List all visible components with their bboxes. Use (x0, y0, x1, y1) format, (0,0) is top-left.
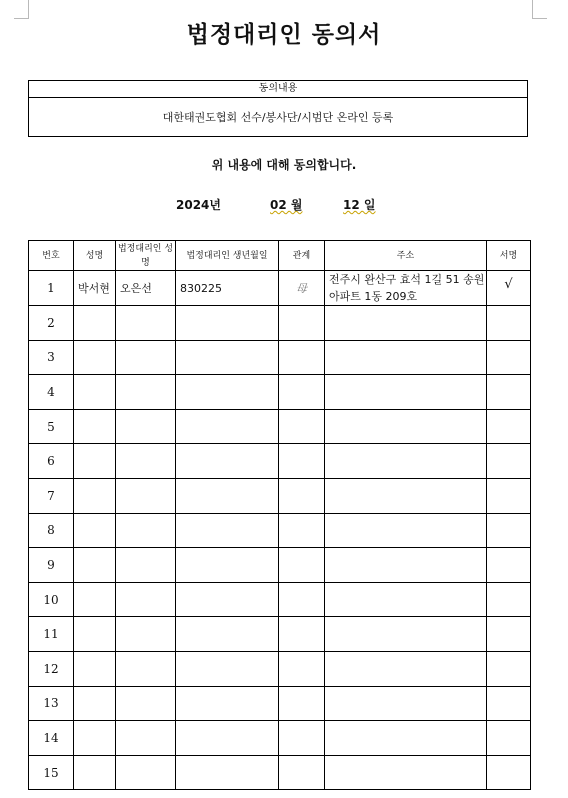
row-name[interactable] (74, 513, 116, 548)
date-year: 2024년 (176, 198, 221, 212)
row-signature[interactable] (487, 340, 531, 375)
row-guardian-birth[interactable] (176, 548, 279, 583)
row-signature[interactable] (487, 306, 531, 341)
row-relation[interactable] (279, 513, 325, 548)
row-name[interactable] (74, 617, 116, 652)
table-row (29, 755, 531, 790)
table-row (29, 651, 531, 686)
row-guardian-name[interactable]: 오은선 (116, 271, 176, 306)
row-guardian-name[interactable] (116, 409, 176, 444)
row-number[interactable]: 5 (29, 409, 74, 444)
row-guardian-name[interactable] (116, 513, 176, 548)
row-number[interactable]: 14 (29, 721, 74, 756)
table-row (29, 686, 531, 721)
header-name: 성명 (74, 241, 116, 271)
row-signature[interactable] (487, 721, 531, 756)
row-relation[interactable] (279, 444, 325, 479)
row-guardian-birth[interactable] (176, 755, 279, 790)
row-name[interactable] (74, 444, 116, 479)
row-relation[interactable] (279, 617, 325, 652)
row-relation[interactable] (279, 721, 325, 756)
row-address[interactable] (325, 306, 487, 341)
row-guardian-birth[interactable] (176, 686, 279, 721)
row-signature[interactable] (487, 582, 531, 617)
row-guardian-name[interactable] (116, 721, 176, 756)
row-signature[interactable] (487, 513, 531, 548)
row-relation[interactable] (279, 409, 325, 444)
consent-box (28, 80, 528, 137)
row-signature[interactable]: √ (487, 271, 531, 306)
header-signature: 서명 (487, 241, 531, 271)
row-address[interactable] (325, 444, 487, 479)
document-title: 법정대리인 동의서 (186, 21, 382, 48)
row-guardian-name[interactable] (116, 617, 176, 652)
row-guardian-birth[interactable] (176, 651, 279, 686)
row-guardian-name[interactable] (116, 340, 176, 375)
row-address[interactable]: 전주시 완산구 효석 1길 51 송원 아파트 1동 209호 (325, 271, 487, 306)
row-guardian-birth[interactable] (176, 444, 279, 479)
row-name[interactable] (74, 582, 116, 617)
header-address: 주소 (325, 241, 487, 271)
row-signature[interactable] (487, 409, 531, 444)
row-guardian-birth[interactable] (176, 582, 279, 617)
table-row (29, 375, 531, 410)
row-relation[interactable] (279, 548, 325, 583)
row-number[interactable]: 2 (29, 306, 74, 341)
row-guardian-name[interactable] (116, 548, 176, 583)
row-guardian-name[interactable] (116, 375, 176, 410)
row-name[interactable] (74, 651, 116, 686)
row-guardian-birth[interactable]: 830225 (176, 271, 279, 306)
row-number[interactable]: 3 (29, 340, 74, 375)
row-signature[interactable] (487, 444, 531, 479)
row-number[interactable]: 15 (29, 755, 74, 790)
row-number[interactable]: 7 (29, 478, 74, 513)
row-relation[interactable] (279, 686, 325, 721)
header-number: 번호 (29, 241, 74, 271)
guardian-table (28, 240, 531, 790)
row-guardian-name[interactable] (116, 444, 176, 479)
row-number[interactable]: 4 (29, 375, 74, 410)
table-row (29, 409, 531, 444)
row-signature[interactable] (487, 548, 531, 583)
row-signature[interactable] (487, 617, 531, 652)
row-address[interactable] (325, 755, 487, 790)
row-signature[interactable] (487, 686, 531, 721)
row-name[interactable] (74, 721, 116, 756)
header-relation: 관계 (279, 241, 325, 271)
row-guardian-name[interactable] (116, 755, 176, 790)
table-row (29, 306, 531, 341)
table-row (29, 582, 531, 617)
row-number[interactable]: 12 (29, 651, 74, 686)
row-signature[interactable] (487, 651, 531, 686)
row-name[interactable] (74, 755, 116, 790)
row-guardian-birth[interactable] (176, 478, 279, 513)
row-name[interactable]: 박서현 (74, 271, 116, 306)
row-guardian-name[interactable] (116, 686, 176, 721)
table-row (29, 721, 531, 756)
date-month: 02 월 (270, 198, 303, 212)
row-guardian-birth[interactable] (176, 617, 279, 652)
header-guardian-birth: 법정대리인 생년월일 (176, 241, 279, 271)
row-guardian-birth[interactable] (176, 513, 279, 548)
row-guardian-birth[interactable] (176, 375, 279, 410)
row-relation[interactable] (279, 306, 325, 341)
table-row (29, 548, 531, 583)
row-name[interactable] (74, 478, 116, 513)
table-row (29, 617, 531, 652)
row-address[interactable] (325, 375, 487, 410)
table-row (29, 271, 531, 306)
row-number[interactable]: 6 (29, 444, 74, 479)
row-name[interactable] (74, 306, 116, 341)
row-number[interactable]: 8 (29, 513, 74, 548)
row-guardian-birth[interactable] (176, 409, 279, 444)
row-guardian-birth[interactable] (176, 306, 279, 341)
date-day: 12 일 (343, 198, 376, 212)
row-relation[interactable]: 母 (279, 271, 325, 306)
row-number[interactable]: 10 (29, 582, 74, 617)
row-name[interactable] (74, 340, 116, 375)
consent-content: 대한태권도협회 선수/봉사단/시범단 온라인 등록 (162, 111, 394, 124)
row-name[interactable] (74, 548, 116, 583)
row-relation[interactable] (279, 340, 325, 375)
table-row (29, 444, 531, 479)
row-guardian-birth[interactable] (176, 721, 279, 756)
header-guardian-name: 법정대리인 성명 (116, 241, 176, 271)
row-number[interactable]: 11 (29, 617, 74, 652)
row-number[interactable]: 9 (29, 548, 74, 583)
consent-header: 동의내용 (29, 81, 527, 98)
row-signature[interactable] (487, 755, 531, 790)
row-address[interactable] (325, 582, 487, 617)
row-signature[interactable] (487, 375, 531, 410)
row-name[interactable] (74, 375, 116, 410)
row-number[interactable]: 13 (29, 686, 74, 721)
row-guardian-name[interactable] (116, 651, 176, 686)
table-header-row (29, 241, 531, 271)
row-address[interactable] (325, 478, 487, 513)
row-guardian-birth[interactable] (176, 340, 279, 375)
row-relation[interactable] (279, 375, 325, 410)
row-address[interactable] (325, 513, 487, 548)
agree-statement: 위 내용에 대해 동의합니다. (211, 158, 357, 172)
row-signature[interactable] (487, 478, 531, 513)
row-address[interactable] (325, 686, 487, 721)
row-number[interactable]: 1 (29, 271, 74, 306)
row-guardian-name[interactable] (116, 478, 176, 513)
row-address[interactable] (325, 340, 487, 375)
row-address[interactable] (325, 617, 487, 652)
table-row (29, 513, 531, 548)
table-row (29, 340, 531, 375)
row-guardian-name[interactable] (116, 306, 176, 341)
row-name[interactable] (74, 409, 116, 444)
table-row (29, 478, 531, 513)
row-relation[interactable] (279, 478, 325, 513)
row-name[interactable] (74, 686, 116, 721)
row-address[interactable] (325, 721, 487, 756)
row-address[interactable] (325, 548, 487, 583)
row-address[interactable] (325, 409, 487, 444)
row-guardian-name[interactable] (116, 582, 176, 617)
row-relation[interactable] (279, 582, 325, 617)
row-relation[interactable] (279, 651, 325, 686)
row-address[interactable] (325, 651, 487, 686)
row-relation[interactable] (279, 755, 325, 790)
